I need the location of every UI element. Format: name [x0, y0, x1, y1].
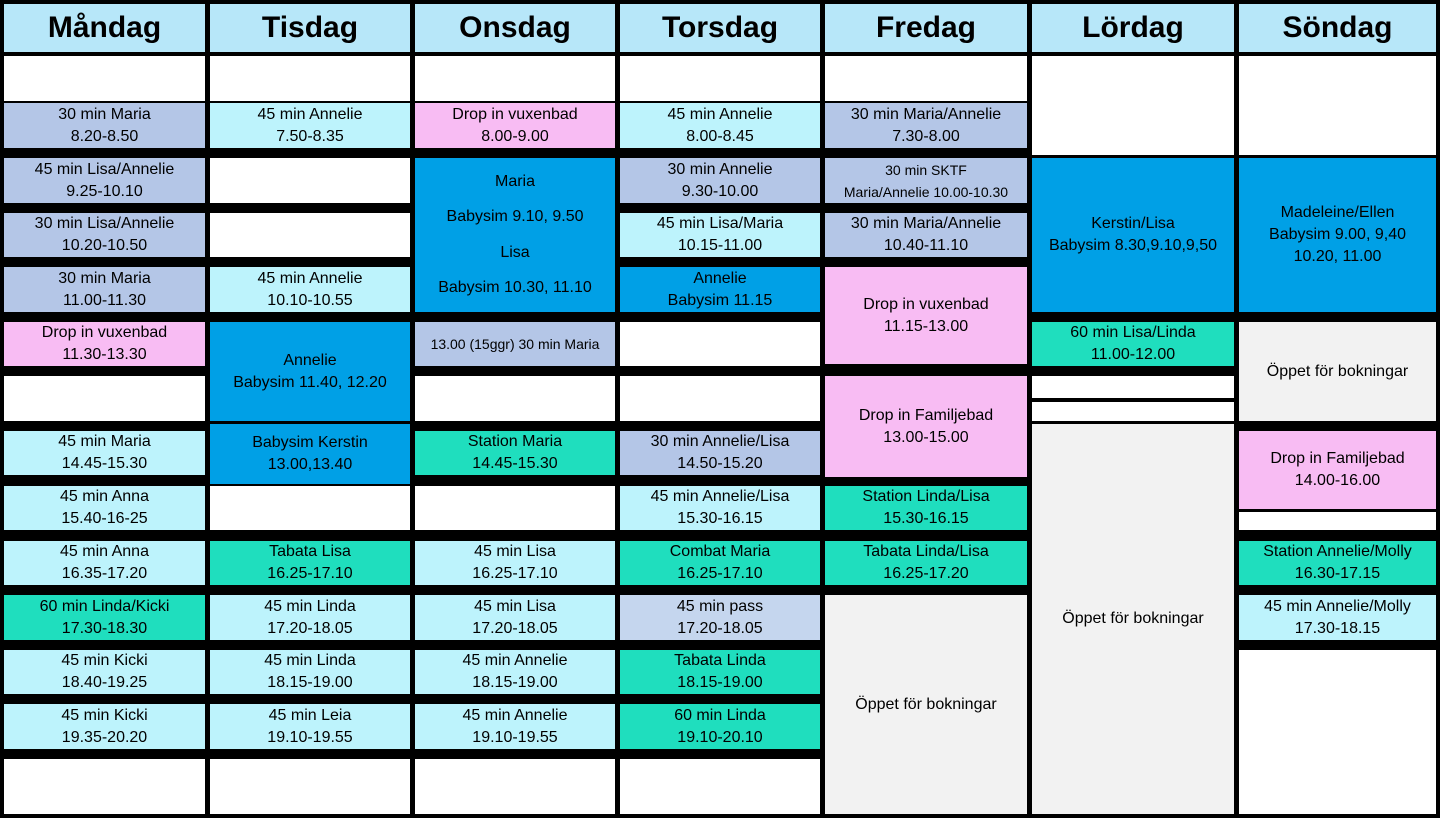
session-text: 30 min SKTF: [885, 161, 967, 178]
session-text: 13.00,13.40: [267, 456, 353, 473]
session-text: 8.00-9.00: [481, 127, 549, 145]
session-cell: [415, 704, 615, 749]
session-text: Lisa: [500, 243, 530, 261]
session-cell: [210, 103, 410, 148]
session-text: Babysim 8.30,9.10,9,50: [1048, 237, 1218, 254]
session-cell: [1239, 431, 1436, 509]
session-text: 19.10-19.55: [267, 728, 353, 746]
session-text: Station Annelie/Molly: [1263, 543, 1412, 560]
session-cell: [4, 322, 205, 366]
session-cell: [620, 213, 820, 257]
session-text: 14.45-15.30: [472, 455, 558, 472]
day-header-saturday: Lördag: [1032, 4, 1234, 52]
session-cell: [825, 486, 1027, 530]
session-text: Station Linda/Lisa: [862, 488, 990, 505]
session-text: 10.20-10.50: [61, 237, 148, 254]
session-cell: [4, 486, 205, 530]
session-text: 14.50-15.20: [677, 455, 763, 472]
day-header-tuesday: Tisdag: [210, 4, 410, 52]
session-text: 60 min Linda/Kicki: [39, 597, 170, 615]
session-cell: [1032, 322, 1234, 366]
session-text: 30 min Annelie: [667, 160, 773, 178]
session-text: 18.15-19.00: [472, 674, 558, 691]
session-text: 45 min Annelie: [667, 105, 773, 123]
session-text: 19.10-19.55: [472, 728, 558, 746]
empty-slot: [1032, 402, 1234, 421]
empty-slot: [1032, 56, 1234, 155]
session-cell: [620, 103, 820, 148]
session-cell: [415, 431, 615, 475]
session-cell: [210, 595, 410, 640]
session-text: 15.40-16-25: [61, 510, 148, 527]
empty-slot: [620, 376, 820, 421]
session-cell: [620, 541, 820, 585]
day-header-sunday: Söndag: [1239, 4, 1436, 52]
session-cell: [825, 103, 1027, 148]
session-cell: [825, 213, 1027, 257]
day-header-friday: Fredag: [825, 4, 1027, 52]
session-text: 16.25-17.10: [472, 565, 558, 582]
session-text: 9.25-10.10: [66, 182, 143, 200]
empty-slot: [825, 56, 1027, 101]
session-text: 30 min Maria: [58, 269, 151, 287]
session-text: 30 min Annelie/Lisa: [650, 433, 790, 450]
session-text: 45 min Annelie/Lisa: [650, 488, 790, 505]
session-cell: [4, 267, 205, 312]
session-cell: [4, 595, 205, 640]
session-text: 11.15-13.00: [883, 317, 969, 335]
session-text: 18.40-19.25: [61, 674, 148, 691]
empty-slot: [210, 158, 410, 203]
session-text: 19.10-20.10: [677, 728, 763, 746]
session-text: 16.25-17.10: [677, 565, 763, 582]
empty-slot: [1239, 56, 1436, 155]
session-text: 14.45-15.30: [61, 455, 148, 472]
session-text: 45 min pass: [676, 597, 764, 615]
empty-slot: [4, 376, 205, 421]
session-text: 8.20-8.50: [70, 127, 139, 145]
session-cell: [210, 322, 410, 421]
session-cell: [825, 595, 1027, 814]
session-text: 8.00-8.45: [686, 127, 754, 145]
session-cell: [825, 541, 1027, 585]
session-text: 45 min Kicki: [61, 652, 148, 669]
session-cell: [415, 595, 615, 640]
session-text: 17.20-18.05: [472, 619, 558, 637]
session-text: 15.30-16.15: [677, 510, 763, 527]
empty-slot: [1239, 512, 1436, 530]
session-cell: [620, 431, 820, 475]
session-cell: [1239, 322, 1436, 421]
session-text: 10.20, 11.00: [1293, 248, 1382, 265]
session-text: 16.25-17.20: [883, 565, 969, 582]
empty-slot: [620, 322, 820, 366]
session-text: 10.15-11.00: [677, 237, 763, 254]
empty-slot: [1239, 650, 1436, 814]
session-text: Kerstin/Lisa: [1091, 215, 1175, 232]
session-cell: [620, 704, 820, 749]
session-text: 60 min Lisa/Linda: [1070, 324, 1196, 341]
session-text: 45 min Annelie: [257, 105, 363, 123]
session-cell: [4, 704, 205, 749]
session-text: 45 min Annelie/Molly: [1264, 597, 1411, 615]
session-text: 11.00-11.30: [62, 291, 147, 309]
session-text: Öppet för bokningar: [1266, 362, 1409, 380]
session-text: 19.35-20.20: [61, 728, 148, 746]
empty-slot: [1032, 376, 1234, 398]
session-cell: [210, 650, 410, 694]
empty-slot: [210, 486, 410, 530]
session-text: 9.30-10.00: [681, 182, 759, 200]
day-header-wednesday: Onsdag: [415, 4, 615, 52]
session-cell: [4, 103, 205, 148]
session-cell: [415, 103, 615, 148]
session-text: 10.10-10.55: [267, 291, 353, 309]
session-text: Combat Maria: [669, 543, 771, 560]
session-text: 11.30-13.30: [62, 346, 147, 363]
session-text: 30 min Maria/Annelie: [850, 105, 1002, 123]
session-text: Drop in vuxenbad: [863, 295, 989, 313]
session-cell: [4, 541, 205, 585]
session-cell: [1032, 158, 1234, 312]
session-text: 45 min Annelie: [462, 706, 568, 724]
session-text: 17.20-18.05: [677, 619, 763, 637]
session-cell: [620, 650, 820, 694]
session-text: Madeleine/Ellen: [1280, 204, 1395, 221]
session-text: 45 min Lisa: [474, 543, 556, 560]
session-text: 45 min Annelie: [257, 269, 363, 287]
session-cell: [4, 650, 205, 694]
session-text: 10.40-11.10: [883, 237, 969, 254]
session-cell: [210, 541, 410, 585]
empty-slot: [4, 759, 205, 814]
session-text: 30 min Maria: [58, 105, 151, 123]
session-text: Babysim 9.10, 9.50: [446, 208, 584, 226]
session-text: Annelie: [693, 269, 747, 287]
session-text: Babysim 9.00, 9,40: [1269, 226, 1406, 243]
session-text: 30 min Lisa/Annelie: [34, 215, 175, 232]
session-text: 45 min Anna: [60, 543, 149, 560]
session-cell: [825, 267, 1027, 364]
session-text: 45 min Anna: [60, 488, 149, 505]
session-cell: [620, 158, 820, 203]
session-text: 14.00-16.00: [1294, 472, 1381, 489]
session-text: Tabata Lisa: [269, 543, 351, 560]
session-text: 18.15-19.00: [267, 674, 353, 691]
session-cell: [415, 322, 615, 366]
session-cell: [620, 267, 820, 312]
empty-slot: [210, 759, 410, 814]
session-text: 16.30-17.15: [1294, 565, 1381, 582]
session-cell: [4, 213, 205, 257]
session-text: 45 min Annelie: [462, 652, 568, 669]
session-text: 45 min Leia: [268, 706, 352, 724]
session-cell: [620, 595, 820, 640]
session-text: 17.20-18.05: [267, 619, 353, 637]
session-text: Babysim 10.30, 11.10: [438, 278, 592, 296]
session-text: Maria/Annelie 10.00-10.30: [843, 183, 1009, 200]
session-cell: [1239, 541, 1436, 585]
session-cell: [210, 424, 410, 484]
empty-slot: [210, 56, 410, 101]
session-text: Babysim 11.40, 12.20: [233, 373, 387, 391]
empty-slot: [620, 56, 820, 101]
session-text: Tabata Linda/Lisa: [863, 543, 989, 560]
session-text: 11.00-12.00: [1090, 346, 1176, 363]
session-cell: [415, 541, 615, 585]
session-text: 13.00 (15ggr) 30 min Maria: [430, 336, 600, 352]
session-cell: [1239, 158, 1436, 312]
session-text: 45 min Linda: [264, 597, 356, 615]
empty-slot: [210, 213, 410, 257]
session-cell: [825, 376, 1027, 477]
empty-slot: [415, 759, 615, 814]
session-text: 15.30-16.15: [883, 510, 969, 527]
session-text: 7.30-8.00: [892, 127, 960, 145]
session-text: 17.30-18.30: [61, 619, 148, 637]
session-cell: [415, 650, 615, 694]
session-text: 18.15-19.00: [677, 674, 763, 691]
session-text: Tabata Linda: [674, 652, 766, 669]
session-text: 45 min Maria: [58, 433, 151, 450]
day-header-thursday: Torsdag: [620, 4, 820, 52]
session-text: 7.50-8.35: [276, 127, 344, 145]
session-text: 30 min Maria/Annelie: [850, 215, 1002, 232]
session-text: 45 min Lisa/Maria: [656, 215, 784, 232]
session-text: 45 min Lisa/Annelie: [34, 160, 175, 178]
session-text: Babysim Kerstin: [252, 434, 368, 451]
session-text: Öppet för bokningar: [855, 695, 997, 713]
empty-slot: [415, 486, 615, 530]
session-cell: [4, 431, 205, 475]
session-text: Annelie: [283, 351, 337, 369]
session-text: Drop in vuxenbad: [41, 324, 168, 341]
session-text: 17.30-18.15: [1294, 619, 1381, 637]
session-text: Babysim 11.15: [667, 291, 773, 309]
session-text: 45 min Linda: [264, 652, 356, 669]
session-cell: [620, 486, 820, 530]
session-cell: [210, 704, 410, 749]
session-text: Drop in Familjebad: [1270, 450, 1405, 467]
session-cell: [415, 158, 615, 312]
session-text: 45 min Lisa: [474, 597, 556, 615]
day-header-monday: Måndag: [4, 4, 205, 52]
session-text: Station Maria: [467, 433, 563, 450]
session-text: 13.00-15.00: [883, 428, 969, 446]
session-text: 16.25-17.10: [267, 565, 353, 582]
empty-slot: [415, 376, 615, 421]
session-text: 60 min Linda: [674, 706, 766, 724]
session-text: 45 min Kicki: [61, 706, 148, 724]
session-text: Maria: [494, 173, 535, 191]
session-cell: [210, 267, 410, 312]
empty-slot: [620, 759, 820, 814]
session-text: Drop in Familjebad: [858, 406, 994, 424]
empty-slot: [415, 56, 615, 101]
session-cell: [1032, 424, 1234, 814]
empty-slot: [4, 56, 205, 101]
session-cell: [825, 158, 1027, 203]
session-text: Öppet för bokningar: [1062, 610, 1204, 627]
session-text: Drop in vuxenbad: [452, 105, 578, 123]
session-cell: [4, 158, 205, 203]
session-text: 16.35-17.20: [61, 565, 148, 582]
session-cell: [1239, 595, 1436, 640]
